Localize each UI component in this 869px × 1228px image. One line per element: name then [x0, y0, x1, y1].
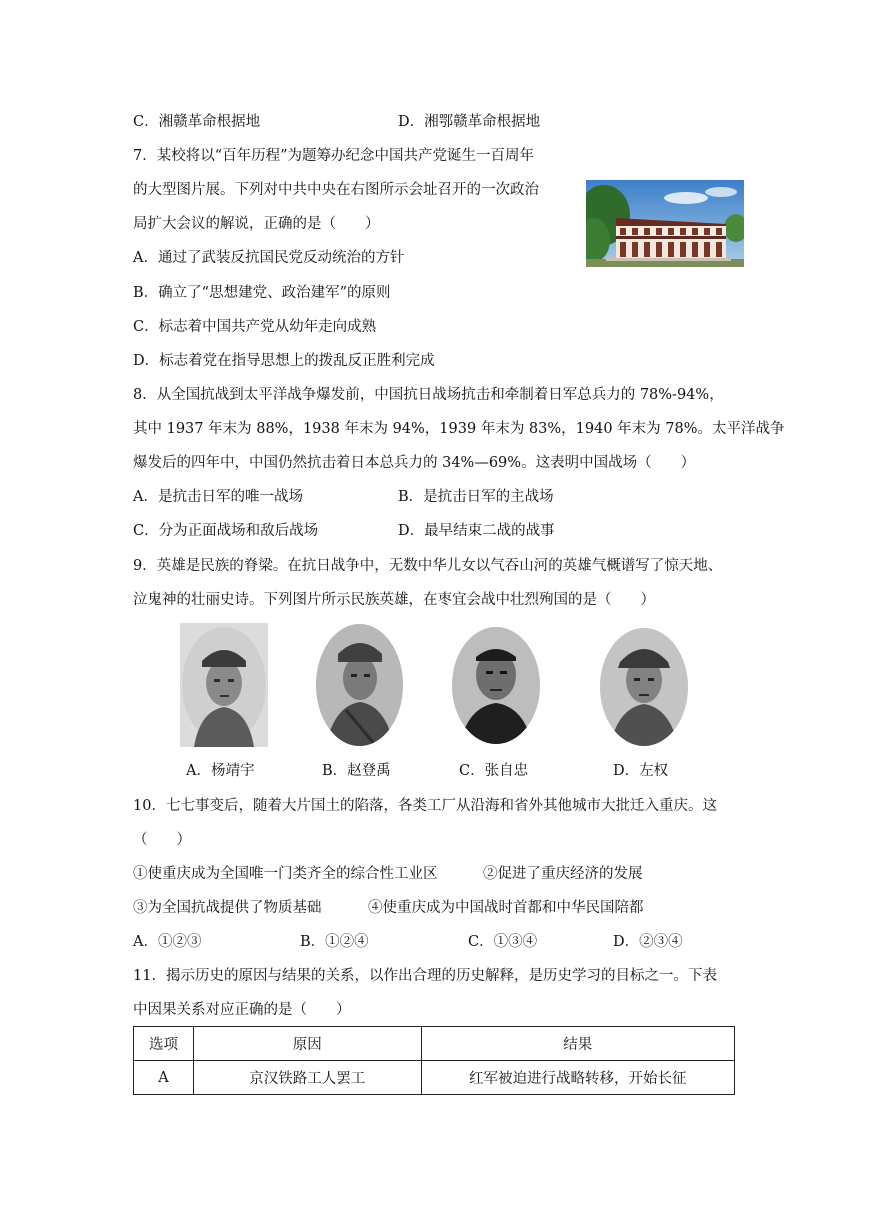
table-cell-option: A — [134, 1061, 194, 1095]
q10-option-a: A．①②③ — [133, 934, 202, 950]
q9-caption-a: A．杨靖宇 — [186, 763, 255, 779]
q10-item-1: ①使重庆成为全国唯一门类齐全的综合性工业区 — [133, 866, 438, 882]
q6-option-d: D．湘鄂赣革命根据地 — [398, 114, 541, 130]
q8-option-a: A．是抗击日军的唯一战场 — [133, 489, 303, 505]
q10-option-c: C．①③④ — [468, 934, 538, 950]
portrait-c-image — [452, 627, 540, 744]
portrait-zuo-quan — [600, 628, 688, 746]
q8-stem-line-3: 爆发后的四年中，中国仍然抗击着日本总兵力的 34%—69%。这表明中国战场（ ） — [133, 455, 696, 471]
q11-cause-effect-table — [133, 1026, 735, 1095]
q10-item-4: ④使重庆成为中国战时首都和中华民国陪都 — [368, 900, 644, 916]
q10-stem-line-2: （ ） — [133, 832, 191, 848]
q8-option-b: B．是抗击日军的主战场 — [398, 489, 554, 505]
q10-item-2: ②促进了重庆经济的发展 — [483, 866, 643, 882]
q8-stem-line-2: 其中 1937 年末为 88%，1938 年末为 94%，1939 年末为 83%，1940 年末为 78%。太平洋战争 — [133, 421, 785, 437]
portrait-zhang-zizhong — [452, 627, 540, 744]
table-header-option: 选项 — [134, 1027, 194, 1061]
q8-option-d: D．最早结束二战的战事 — [398, 523, 555, 539]
table-header-cause: 原因 — [193, 1027, 421, 1061]
portrait-a-image — [180, 623, 268, 747]
q10-stem-line-1: 10．七七事变后，随着大片国土的陷落，各类工厂从沿海和省外其他城市大批迁入重庆。这 — [133, 798, 717, 814]
table-header-effect: 结果 — [421, 1027, 735, 1061]
q6-option-c: C．湘赣革命根据地 — [133, 114, 261, 130]
q7-option-b: B．确立了“思想建党、政治建军”的原则 — [133, 285, 391, 301]
q9-caption-b: B．赵登禹 — [322, 763, 391, 779]
portrait-d-image — [600, 628, 688, 746]
table-header-row — [134, 1027, 735, 1061]
q10-option-b: B．①②④ — [300, 934, 369, 950]
q8-option-c: C．分为正面战场和敌后战场 — [133, 523, 319, 539]
table-row — [134, 1061, 735, 1095]
meeting-site-building-image — [586, 180, 744, 267]
q7-option-d: D．标志着党在指导思想上的拨乱反正胜利完成 — [133, 353, 435, 369]
portrait-zhao-dengyu — [316, 624, 403, 746]
q10-option-d: D．②③④ — [613, 934, 683, 950]
meeting-site-photo — [586, 180, 744, 267]
q7-stem-line-2: 的大型图片展。下列对中共中央在右图所示会址召开的一次政治 — [133, 182, 539, 198]
portrait-yang-jingyu — [180, 623, 268, 747]
q9-stem-line-1: 9．英雄是民族的脊梁。在抗日战争中，无数中华儿女以气吞山河的英雄气概谱写了惊天地、 — [133, 558, 723, 574]
q9-caption-c: C．张自忠 — [459, 763, 529, 779]
q10-item-3: ③为全国抗战提供了物质基础 — [133, 900, 322, 916]
table-cell-cause: 京汉铁路工人罢工 — [193, 1061, 421, 1095]
q7-option-c: C．标志着中国共产党从幼年走向成熟 — [133, 319, 377, 335]
q8-stem-line-1: 8．从全国抗战到太平洋战争爆发前，中国抗日战场抗击和牵制着日军总兵力的 78%-94%， — [133, 387, 724, 403]
q11-stem-line-1: 11．揭示历史的原因与结果的关系，以作出合理的历史解释，是历史学习的目标之一。下表 — [133, 968, 717, 984]
table-cell-effect: 红军被迫进行战略转移，开始长征 — [421, 1061, 735, 1095]
q7-option-a: A．通过了武装反抗国民党反动统治的方针 — [133, 250, 405, 266]
q7-stem-line-1: 7．某校将以“百年历程”为题筹办纪念中国共产党诞生一百周年 — [133, 148, 535, 164]
q9-caption-d: D．左权 — [613, 763, 669, 779]
q9-stem-line-2: 泣鬼神的壮丽史诗。下列图片所示民族英雄，在枣宜会战中壮烈殉国的是（ ） — [133, 592, 655, 608]
q7-stem-line-3: 局扩大会议的解说，正确的是（ ） — [133, 216, 380, 232]
portrait-b-image — [316, 624, 403, 746]
q11-stem-line-2: 中因果关系对应正确的是（ ） — [133, 1002, 351, 1018]
